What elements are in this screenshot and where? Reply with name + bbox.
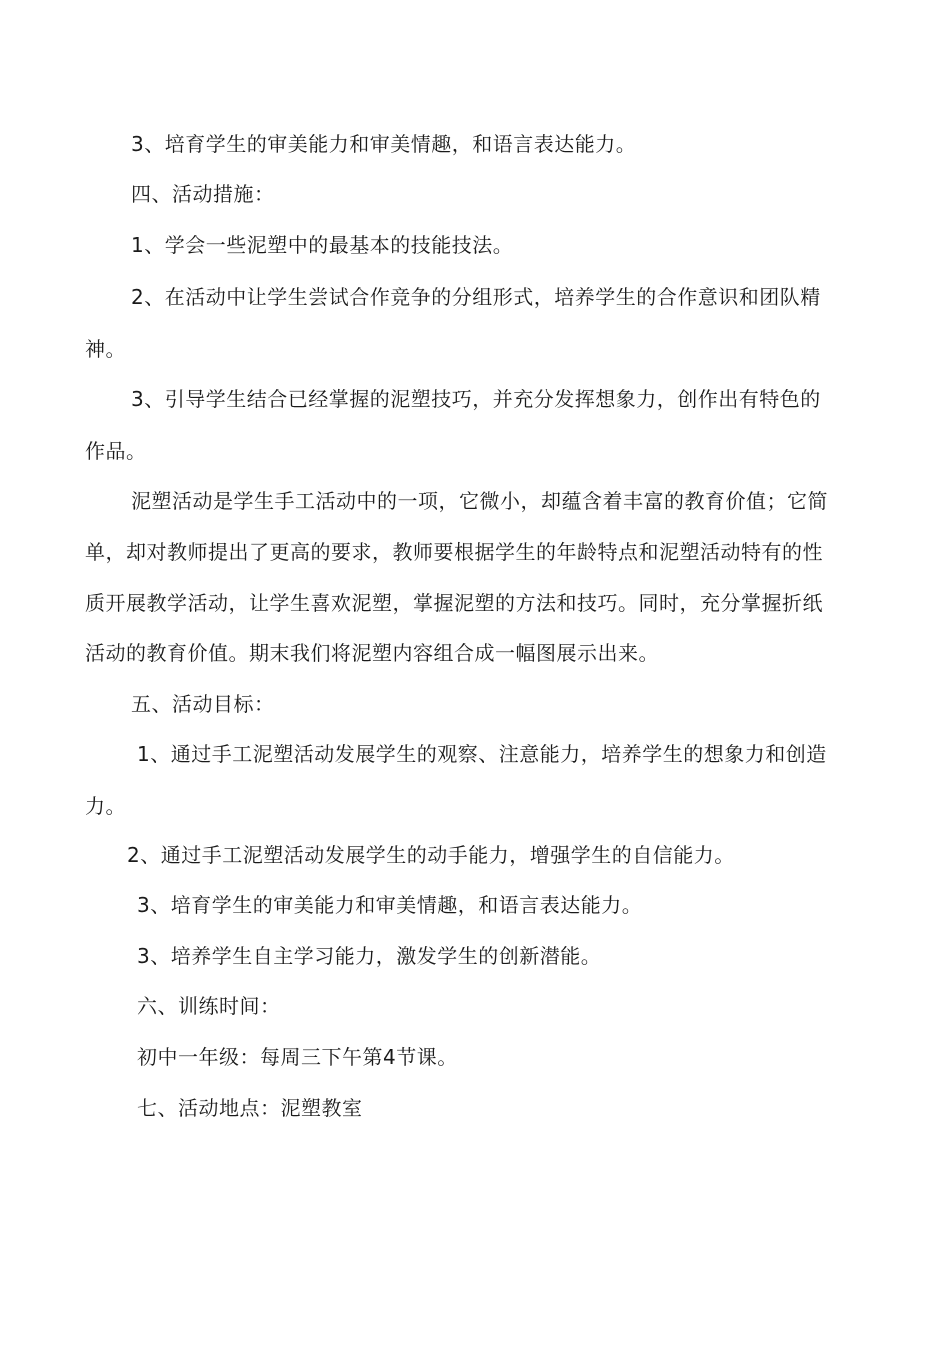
paragraph-line: 单，却对教师提出了更高的要求，教师要根据学生的年龄特点和泥塑活动特有的性 (85, 540, 823, 564)
paragraph-line: 作品。 (85, 439, 147, 463)
paragraph-line: 1、学会一些泥塑中的最基本的技能技法。 (131, 233, 514, 257)
paragraph-line: 3、培育学生的审美能力和审美情趣，和语言表达能力。 (131, 132, 637, 156)
paragraph-line: 初中一年级：每周三下午第4节课。 (137, 1045, 458, 1069)
paragraph-line: 3、培育学生的审美能力和审美情趣，和语言表达能力。 (137, 893, 643, 917)
section-heading: 四、活动措施： (131, 182, 275, 206)
paragraph-line: 质开展教学活动，让学生喜欢泥塑，掌握泥塑的方法和技巧。同时，充分掌握折纸 (85, 591, 823, 615)
paragraph-line: 活动的教育价值。期末我们将泥塑内容组合成一幅图展示出来。 (85, 641, 659, 665)
paragraph-line: 3、引导学生结合已经掌握的泥塑技巧，并充分发挥想象力，创作出有特色的 (131, 387, 821, 411)
paragraph-line: 3、培养学生自主学习能力，激发学生的创新潜能。 (137, 944, 602, 968)
paragraph-line: 2、在活动中让学生尝试合作竞争的分组形式，培养学生的合作意识和团队精 (131, 285, 821, 309)
paragraph-line: 2、通过手工泥塑活动发展学生的动手能力，增强学生的自信能力。 (127, 843, 735, 867)
paragraph-line: 泥塑活动是学生手工活动中的一项，它微小，却蕴含着丰富的教育价值；它简 (131, 489, 828, 513)
paragraph-line: 1、通过手工泥塑活动发展学生的观察、注意能力，培养学生的想象力和创造 (137, 742, 827, 766)
section-heading: 六、训练时间： (137, 994, 281, 1018)
paragraph-line: 神。 (85, 337, 126, 361)
section-heading: 七、活动地点：泥塑教室 (137, 1096, 363, 1120)
paragraph-line: 力。 (85, 794, 126, 818)
section-heading: 五、活动目标： (131, 692, 275, 716)
